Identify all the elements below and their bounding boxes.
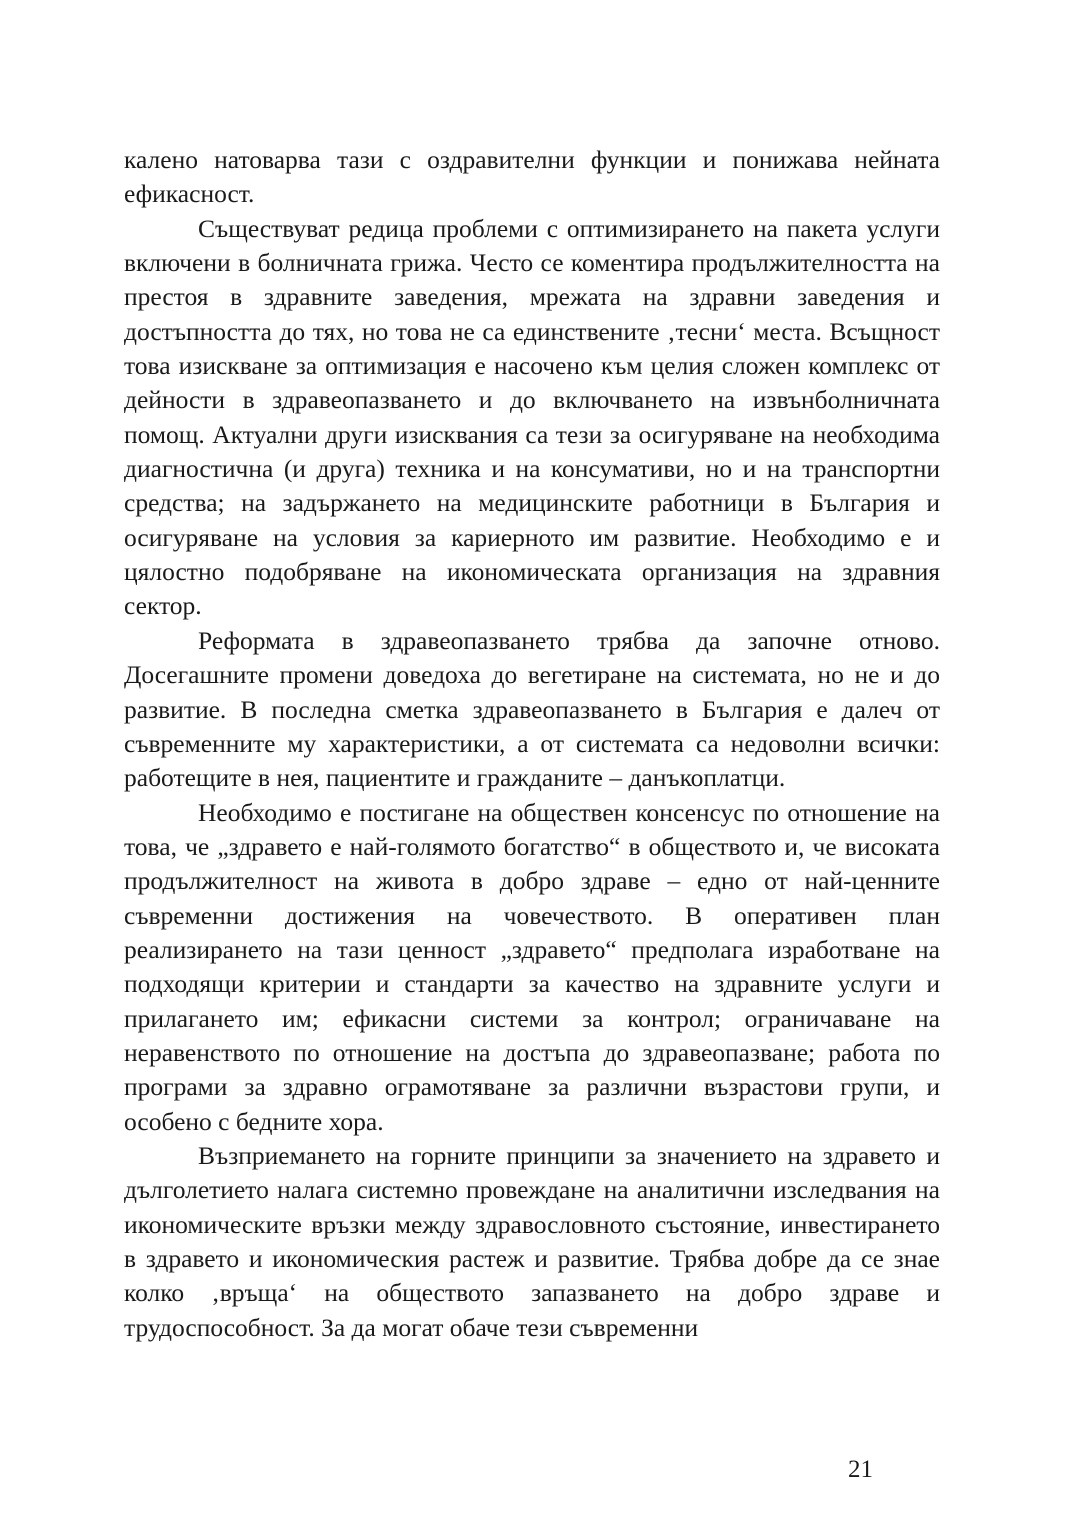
paragraph-continuation: калено натоварва тази с оздравителни функции и понижава нейната ефикасност. <box>124 145 940 209</box>
paragraph-hospital-care-problems: Съществуват редица проблеми с оптимизирането на пакета услуги включени в болничната грижа. Често се коментира продължителността на престоя в здравните заведения, мрежата на здравни заведения и достъпността до тях, но това не са единствените ‚тесни‘ места. Всъщност това изискване за оптимизация е насочено към целия сложен комплекс от дейности в здравеопазването и до включването на извънболничната помощ. Актуални други изисквания са тези за осигуряване на необходима диагностична (и друга) техника и на консумативи, но и на транспортни средства; на задържането на медицинските работници в България и осигуряване на условия за кариерното им развитие. Необходимо е и цялостно подобряване на икономическата организация на здравния сектор. <box>124 213 940 621</box>
paragraph-public-consensus: Необходимо е постигане на обществен консенсус по отношение на това, че „здравето е най-голямото богатство“ в обществото и, че високата продължителност на живота в добро здраве – едно от най-ценните съвременни достижения на човечеството. В оперативен план реализирането на тази ценност „здравето“ предполага изработване на подходящи критерии и стандарти за качество на здравните услуги и прилагането им; ефикасни системи за контрол; ограничаване на неравенството по отношение на достъпа до здравеопазване; работа по програми за здравно ограмотяване за различни възрастови групи, и особено с бедните хора. <box>124 797 940 1136</box>
page-number: 21 <box>848 1456 873 1483</box>
page-body <box>124 143 940 1345</box>
paragraph-healthcare-reform: Реформата в здравеопазването трябва да започне отново. Досегашните промени доведоха до вегетиране на системата, но не и до развитие. В последна сметка здравеопазването в България е далеч от съвременните му характеристики, а от системата са недоволни всички: работещите в нея, пациентите и гражданите – данъкоплатци. <box>124 625 940 793</box>
paragraph-analytical-research: Възприемането на горните принципи за значението на здравето и дълголетието налага системно провеждане на аналитични изследвания на икономическите връзки между здравословното състояние, инвестирането в здравето и икономическия растеж и развитие. Трябва добре да се знае колко ‚връща‘ на обществото запазването на добро здраве и трудоспособност. За да могат обаче тези съвременни <box>124 1140 940 1342</box>
